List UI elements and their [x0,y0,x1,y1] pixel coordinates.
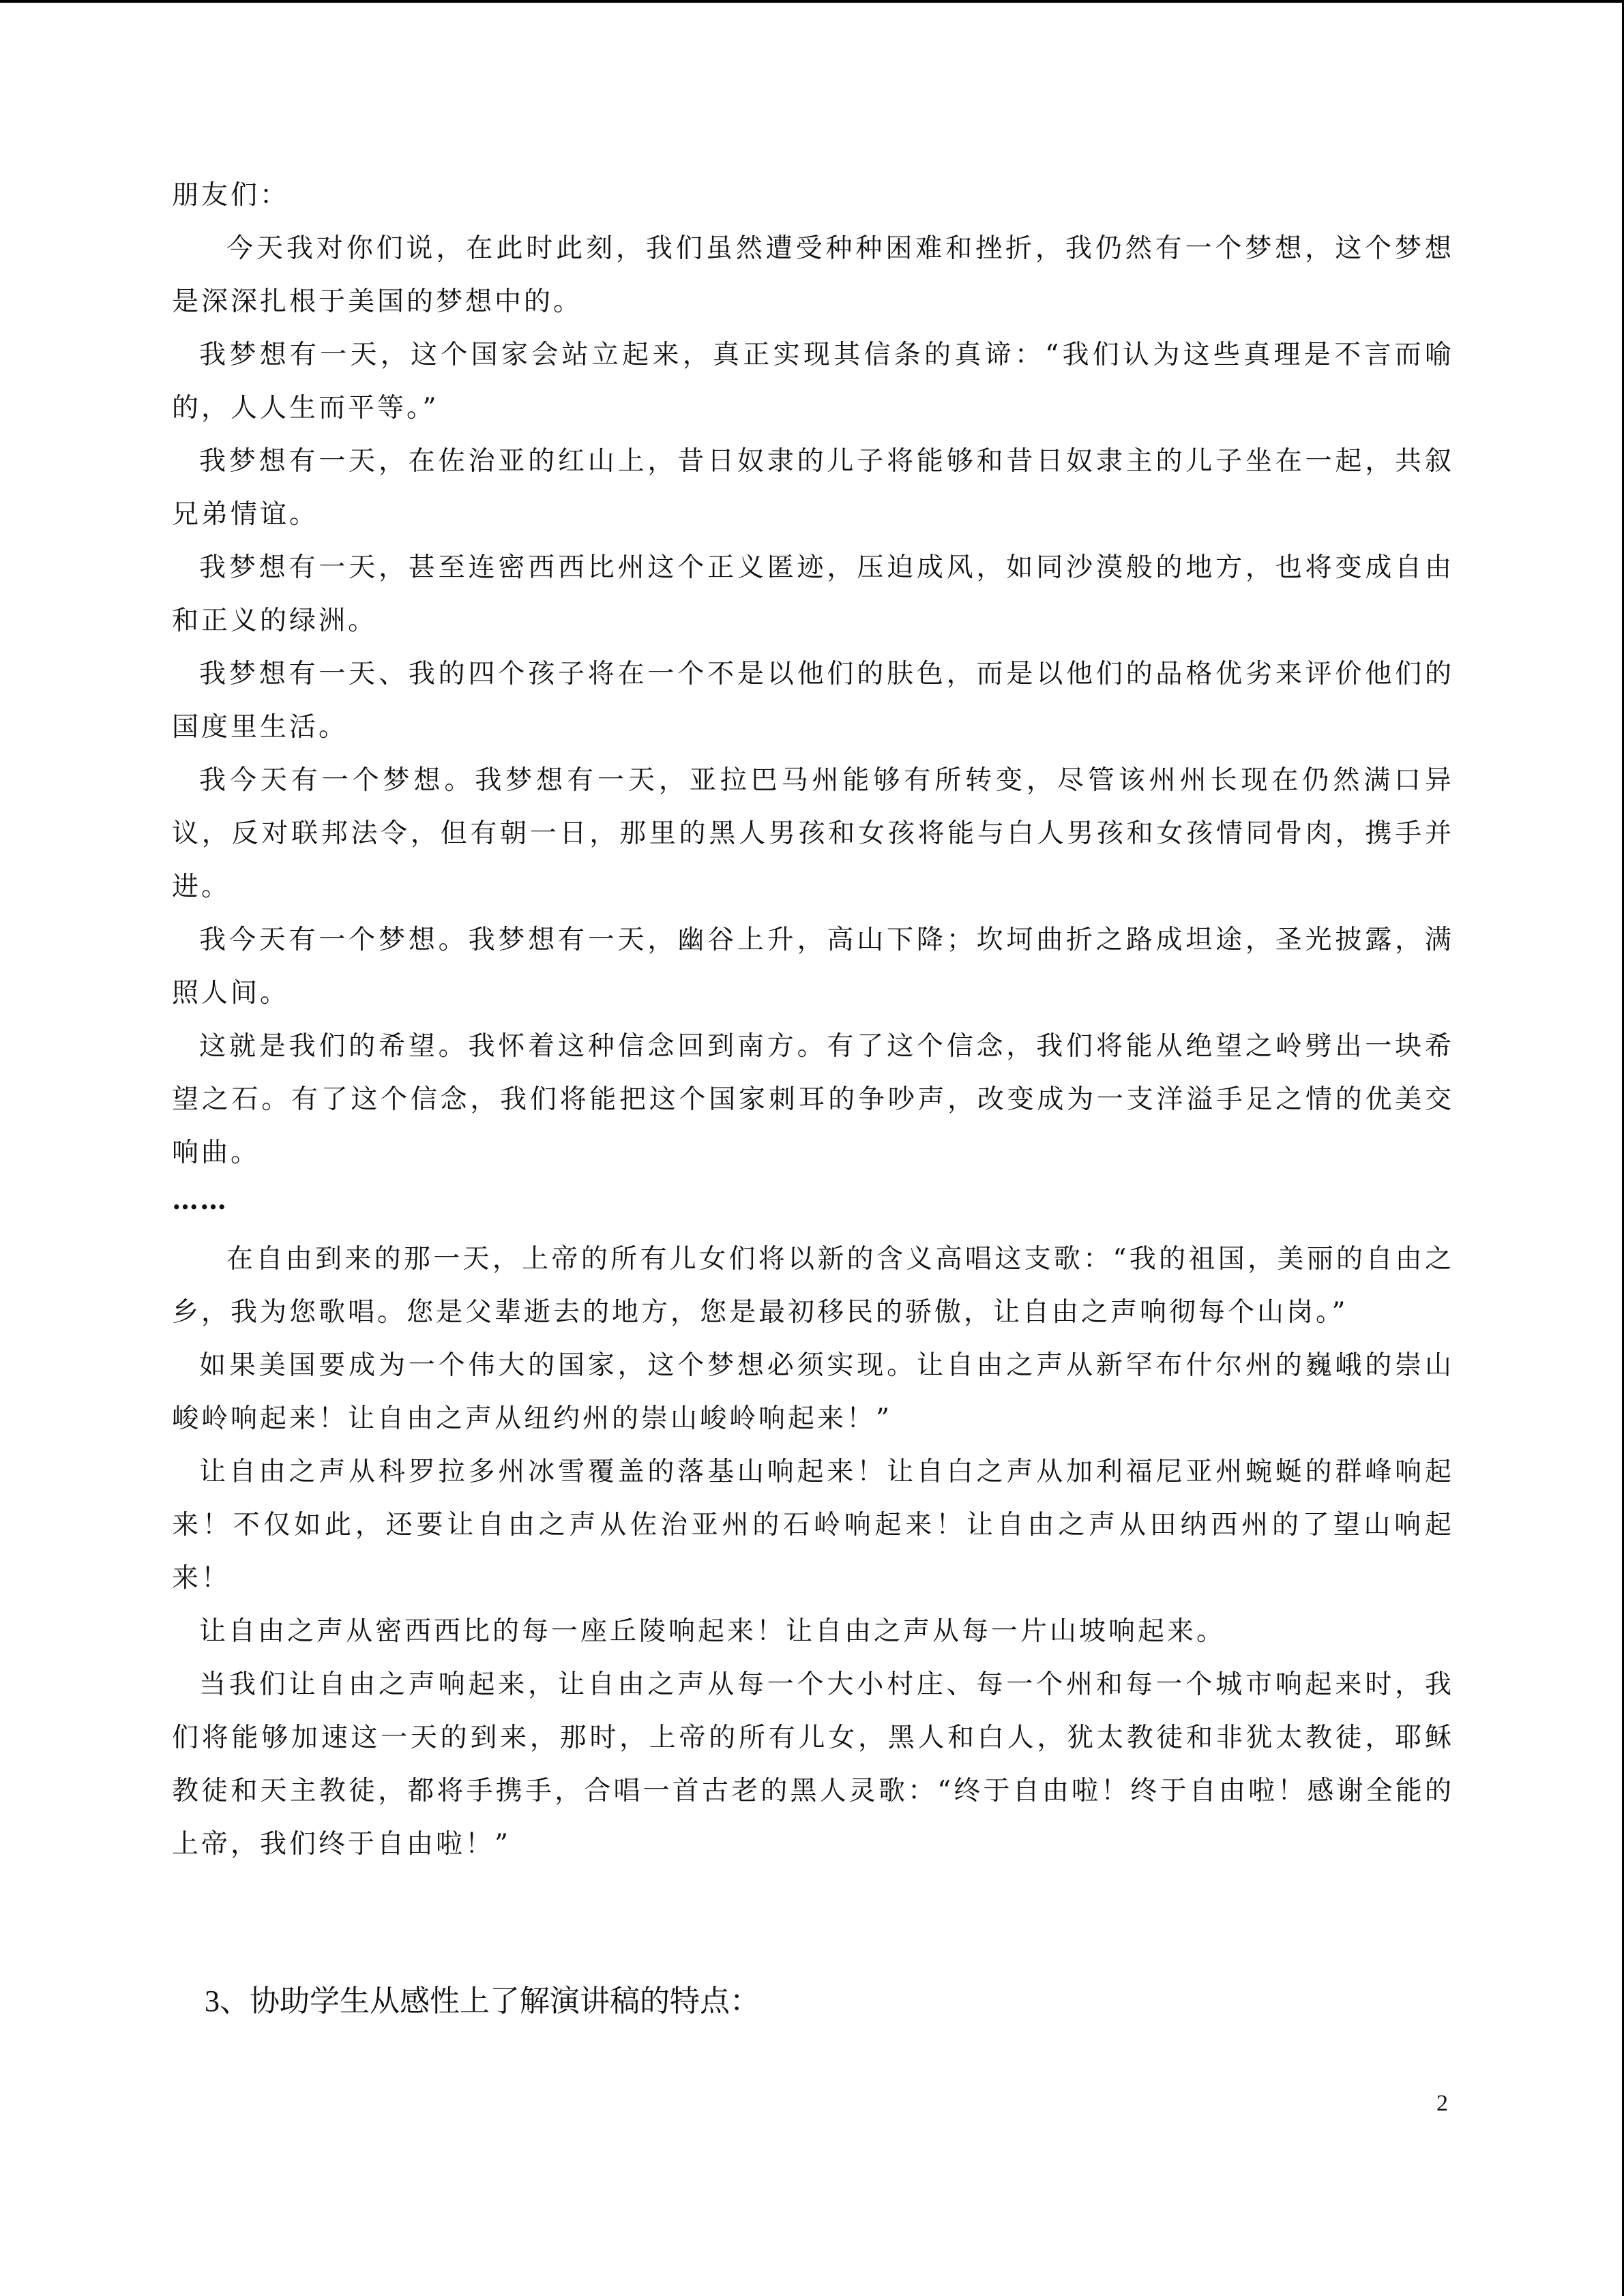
paragraph: 我梦想有一天，在佐治亚的红山上，昔日奴隶的儿子将能够和昔日奴隶主的儿子坐在一起，共叙兄弟情谊。 [172,446,1454,530]
paragraph: 这就是我们的希望。我怀着这种信念回到南方。有了这个信念，我们将能从绝望之岭劈出一块希望之石。有了这个信念，我们将能把这个国家刺耳的争吵声，改变成为一支洋溢手足之情的优美交响曲。 [172,1031,1454,1168]
paragraph: 我今天有一个梦想。我梦想有一天，亚拉巴马州能够有所转变，尽管该州州长现在仍然满口异议，反对联邦法令，但有朝一日，那里的黑人男孩和女孩将能与白人男孩和女孩情同骨肉，携手并进。 [172,765,1454,902]
paragraph: 让自由之声从科罗拉多州冰雪覆盖的落基山响起来！让自白之声从加利福尼亚州蜿蜒的群峰响起来！不仅如此，还要让自由之声从佐治亚州的石岭响起来！让自由之声从田纳西州的了望山响起来！ [172,1457,1454,1594]
greeting: 朋友们： [172,180,290,211]
paragraph: 让自由之声从密西西比的每一座丘陵响起来！让自由之声从每一片山坡响起来。 [199,1616,1226,1647]
paragraph: 我梦想有一天，甚至连密西西比州这个正义匿迹，压迫成风，如同沙漠般的地方，也将变成自由和正义的绿洲。 [172,552,1454,636]
paragraph: 在自由到来的那一天，上帝的所有儿女们将以新的含义高唱这支歌：“我的祖国，美丽的自由之乡，我为您歌唱。您是父辈逝去的地方，您是最初移民的骄傲，让自由之声响彻每个山岗。” [172,1244,1454,1328]
paragraph: 我梦想有一天，这个国家会站立起来，真正实现其信条的真谛：“我们认为这些真理是不言而喻的，人人生而平等。” [172,340,1454,423]
paragraph: 如果美国要成为一个伟大的国家，这个梦想必须实现。让自由之声从新罕布什尔州的巍峨的崇山峻岭响起来！让自由之声从纽约州的崇山峻岭响起来！” [172,1350,1454,1434]
speech-body [172,169,1454,1871]
page-number: 2 [1436,2091,1448,2116]
section-heading: 3、协助学生从感性上了解演讲稿的特点： [205,1984,760,2018]
paragraph: 今天我对你们说，在此时此刻，我们虽然遭受种种困难和挫折，我仍然有一个梦想，这个梦想是深深扎根于美国的梦想中的。 [172,233,1454,317]
paragraph: 我今天有一个梦想。我梦想有一天，幽谷上升，高山下降；坎坷曲折之路成坦途，圣光披露，满照人间。 [172,925,1454,1009]
ellipsis: …… [172,1184,228,1216]
page-top-border [0,0,1624,3]
paragraph: 我梦想有一天、我的四个孩子将在一个不是以他们的肤色，而是以他们的品格优劣来评价他们的国度里生活。 [172,659,1454,743]
paragraph: 当我们让自由之声响起来，让自由之声从每一个大小村庄、每一个州和每一个城市响起来时，我们将能够加速这一天的到来，那时，上帝的所有儿女，黑人和白人，犹太教徒和非犹太教徒，耶稣教徒和天主教徒，都将手携手，合唱一首古老的黑人灵歌：“终于自由啦！终于自由啦！感谢全能的上帝，我们终于自由啦！” [172,1669,1454,1860]
